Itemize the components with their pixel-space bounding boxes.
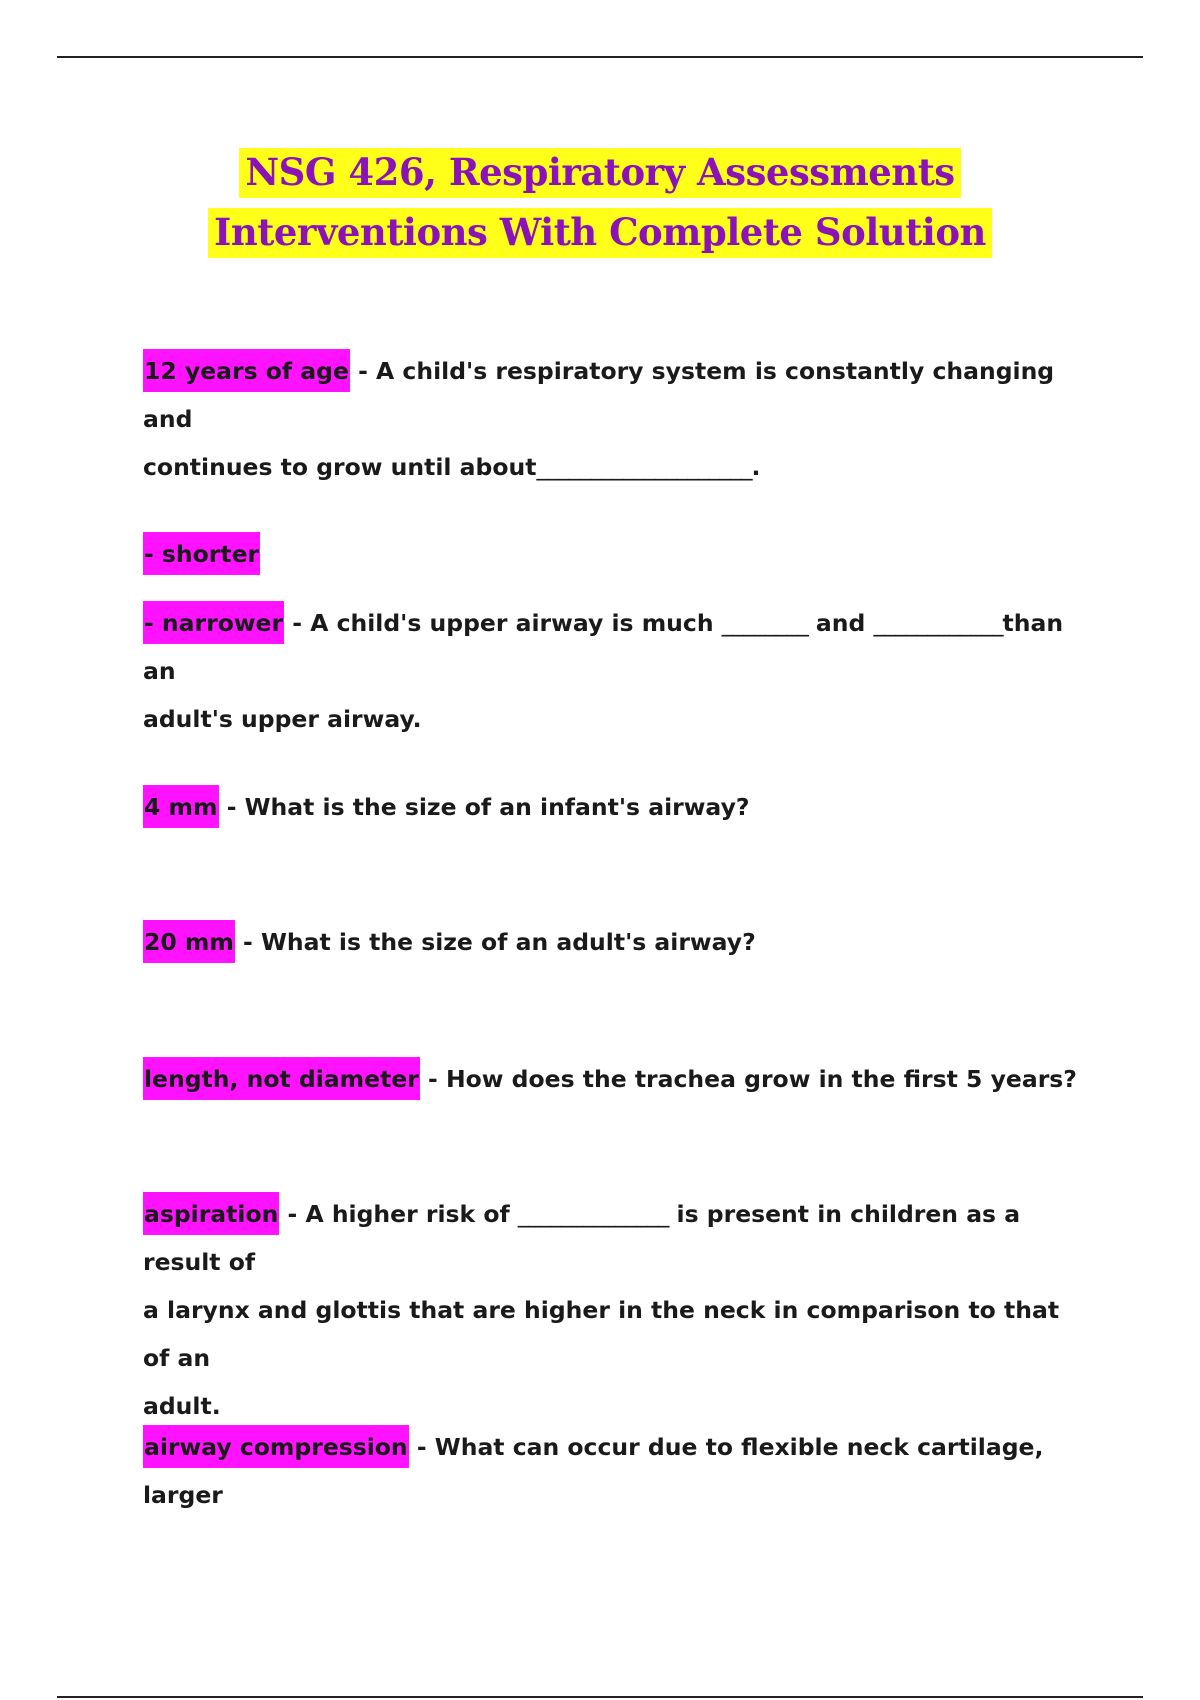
answer-highlight: 4 mm <box>143 785 219 828</box>
question-text: adult. <box>143 1392 221 1420</box>
question-text: than an <box>143 609 1064 685</box>
answer-highlight: - shorter <box>143 532 260 575</box>
flashcard-4 <box>143 918 1093 966</box>
flashcard-2-question <box>143 599 1093 743</box>
question-text: adult's upper airway. <box>143 705 422 733</box>
answer-highlight: length, not diameter <box>143 1057 420 1100</box>
flashcard-3 <box>143 783 1093 831</box>
question-text: - What is the size of an infant's airway? <box>218 793 750 821</box>
question-text: - How does the trachea grow in the first 5 years? <box>419 1065 1077 1093</box>
question-text: - A child's upper airway is much <box>284 609 722 637</box>
question-text: - A child's respiratory system is constantly changing and <box>143 357 1055 433</box>
question-text: and <box>807 609 874 637</box>
question-text: is present in children as a result of <box>143 1200 1021 1276</box>
answer-highlight: aspiration <box>143 1192 279 1235</box>
fill-in-blank: ________ <box>721 609 808 637</box>
fill-in-blank: ______________ <box>517 1200 669 1228</box>
flashcard-2 <box>143 530 1093 578</box>
flashcard-7 <box>143 1423 1093 1519</box>
question-text: - What can occur due to flexible neck cartilage, larger <box>143 1433 1044 1509</box>
title-line-2: Interventions With Complete Solution <box>208 208 992 258</box>
question-text: a larynx and glottis that are higher in the neck in comparison to that of an <box>143 1296 1060 1372</box>
fill-in-blank: ____________ <box>873 609 1003 637</box>
question-text: . <box>751 453 761 481</box>
answer-highlight: airway compression <box>143 1425 409 1468</box>
question-text: - A higher risk of <box>279 1200 518 1228</box>
answer-highlight: - narrower <box>143 601 284 644</box>
fill-in-blank: ____________________ <box>536 453 752 481</box>
flashcard-1 <box>143 347 1093 491</box>
question-text: - What is the size of an adult's airway? <box>234 928 756 956</box>
document-title <box>0 142 1200 262</box>
flashcard-6 <box>143 1190 1093 1430</box>
question-text: continues to grow until about <box>143 453 537 481</box>
bottom-rule <box>57 1696 1143 1698</box>
flashcard-5 <box>143 1055 1093 1103</box>
answer-highlight: 12 years of age <box>143 349 350 392</box>
top-rule <box>57 56 1143 58</box>
answer-highlight: 20 mm <box>143 920 235 963</box>
title-line-1: NSG 426, Respiratory Assessments <box>239 148 960 198</box>
